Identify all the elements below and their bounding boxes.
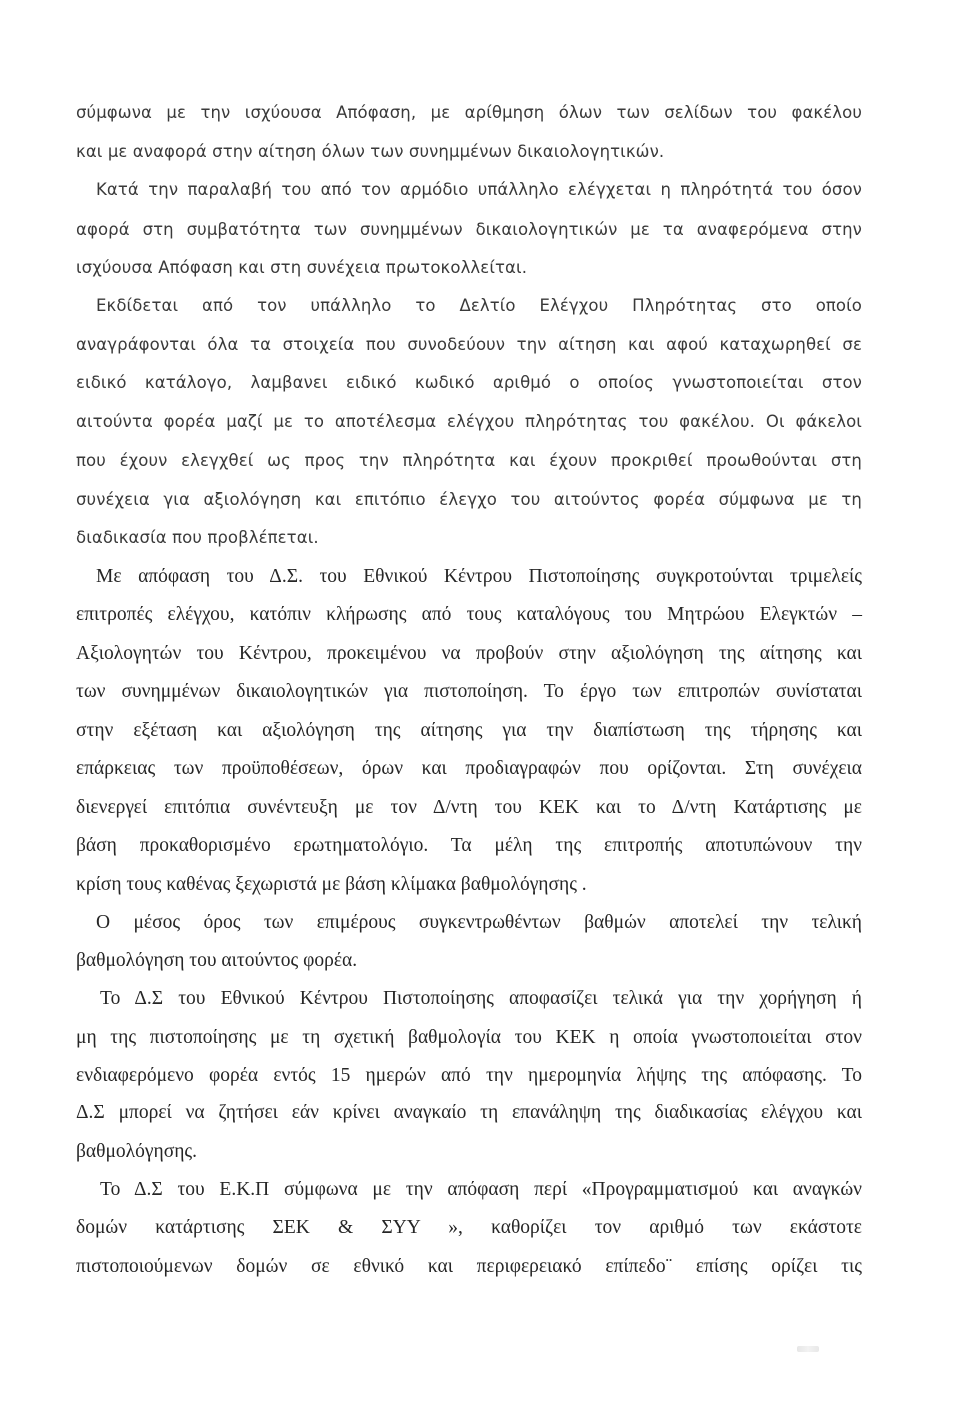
text-line: ισχύουσα Απόφαση και στη συνέχεια πρωτοκολλείται. [76, 258, 528, 277]
text-line: βάση προκαθορισμένο ερωτηματολόγιο. Τα μέλη της επιτροπής αποτυπώνουν την [76, 835, 862, 856]
text-line: αιτούντα φορέα μαζί με το αποτέλεσμα ελέγχου πληρότητας του φακέλου. Οι φάκελοι [76, 412, 862, 431]
text-line: βαθμολόγηση του αιτούντος φορέα. [76, 950, 358, 971]
text-line: βαθμολόγησης. [76, 1141, 198, 1162]
text-line: επιτροπές ελέγχου, κατόπιν κλήρωσης από τους καταλόγους του Μητρώου Ελεγκτών – [76, 604, 862, 625]
text-line: κρίση τους καθένας ξεχωριστά με βάση κλίμακα βαθμολόγησης . [76, 874, 587, 895]
text-line: Με απόφαση του Δ.Σ. του Εθνικού Κέντρου Πιστοποίησης συγκροτούνται τριμελείς [96, 566, 862, 587]
text-line: αναγράφονται όλα τα στοιχεία που συνοδεύουν την αίτηση και αφού καταχωρηθεί σε [76, 335, 862, 354]
text-line: ενδιαφερόμενο φορέα εντός 15 ημερών από την ημερομηνία λήψης της απόφασης. Το [76, 1065, 862, 1086]
text-line: Δ.Σ μπορεί να ζητήσει εάν κρίνει αναγκαίο τη επανάληψη της διαδικασίας ελέγχου και [76, 1102, 862, 1123]
text-line: διενεργεί επιτόπια συνέντευξη με τον Δ/ντη του ΚΕΚ και το Δ/ντη Κατάρτισης με [76, 797, 862, 818]
text-line: Το Δ.Σ του Εθνικού Κέντρου Πιστοποίησης αποφασίζει τελικά για την χορήγηση ή [100, 988, 862, 1009]
text-line: Αξιολογητών του Κέντρου, προκειμένου να προβούν στην αξιολόγηση της αίτησης και [76, 643, 862, 664]
text-line: διαδικασία που προβλέπεται. [76, 528, 319, 547]
text-line: που έχουν ελεγχθεί ως προς την πληρότητα και έχουν προκριθεί προωθούνται στη [76, 451, 862, 470]
text-line: σύμφωνα με την ισχύουσα Απόφαση, με αρίθμηση όλων των σελίδων του φακέλου [76, 103, 862, 122]
text-line: των συνημμένων δικαιολογητικών για πιστοποίηση. Το έργο των επιτροπών συνίσταται [76, 681, 862, 702]
text-line: Το Δ.Σ του Ε.Κ.Π σύμφωνα με την απόφαση περί «Προγραμματισμού και αναγκών [100, 1179, 862, 1200]
text-line: αφορά στη συμβατότητα των συνημμένων δικαιολογητικών με τα αναφερόμενα στην [76, 220, 862, 239]
text-line: στην εξέταση και αξιολόγηση της αίτησης για την διαπίστωση της τήρησης και [76, 720, 862, 741]
text-line: συνέχεια για αξιολόγηση και επιτόπιο έλεγχο του αιτούντος φορέα σύμφωνα με τη [76, 490, 862, 509]
text-line: ειδικό κατάλογο, λαμβανει ειδικό κωδικό αριθμό ο οποίος γνωστοποιείται στον [76, 373, 862, 392]
text-line: και με αναφορά στην αίτηση όλων των συνημμένων δικαιολογητικών. [76, 142, 665, 161]
text-line: δομών κατάρτισης ΣΕΚ & ΣΥΥ », καθορίζει τον αριθμό των εκάστοτε [76, 1217, 862, 1238]
text-line: επάρκειας των προϋποθέσεων, όρων και προδιαγραφών που ορίζονται. Στη συνέχεια [76, 758, 862, 779]
text-line: πιστοποιούμενων δομών σε εθνικό και περιφερειακό επίπεδο¨ επίσης ορίζει τις [76, 1256, 862, 1277]
text-line: Εκδίδεται από τον υπάλληλο το Δελτίο Ελέγχου Πληρότητας στο οποίο [96, 296, 862, 315]
scan-artifact [797, 1346, 819, 1352]
text-line: Κατά την παραλαβή του από τον αρμόδιο υπάλληλο ελέγχεται η πληρότητά του όσον [96, 180, 862, 199]
text-line: Ο μέσος όρος των επιμέρους συγκεντρωθέντων βαθμών αποτελεί την τελική [96, 912, 862, 933]
text-line: μη της πιστοποίησης με τη σχετική βαθμολογία του ΚΕΚ η οποία γνωστοποιείται στον [76, 1027, 862, 1048]
